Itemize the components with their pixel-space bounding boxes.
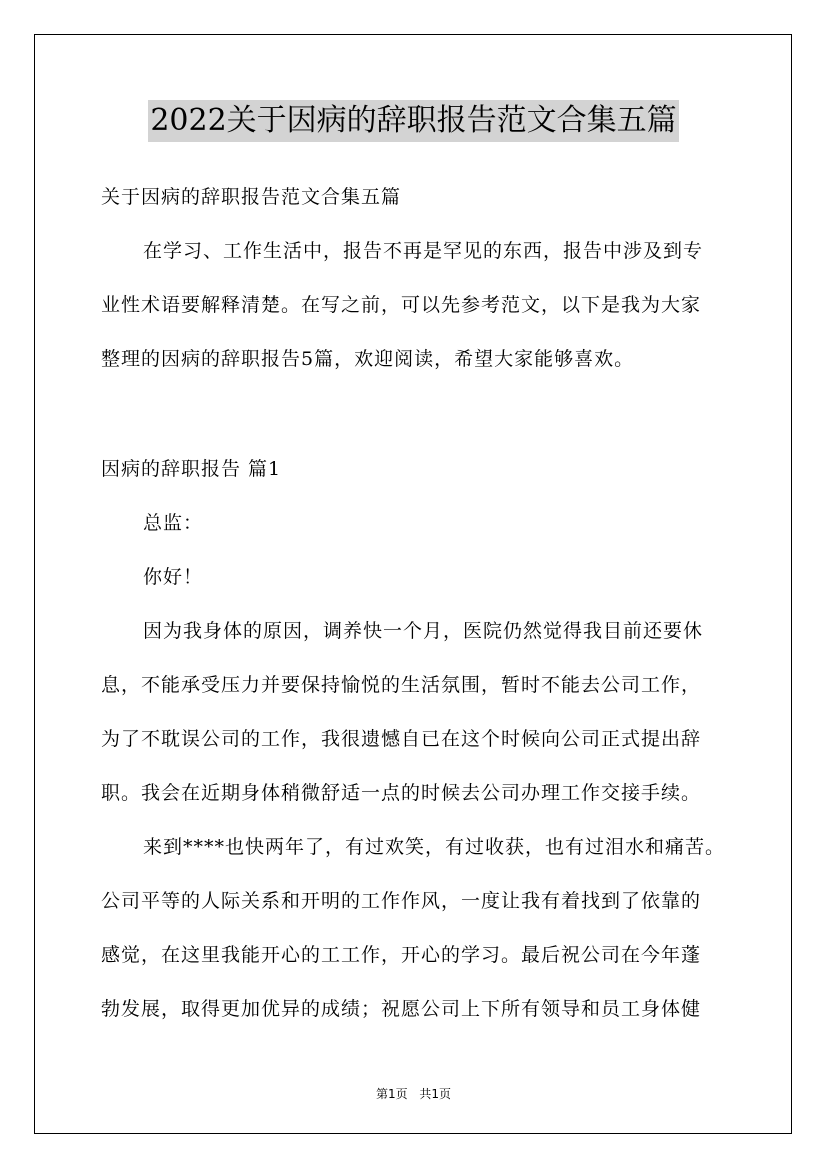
- title-container: [0, 100, 827, 142]
- body-line: 感觉，在这里我能开心的工工作，开心的学习。最后祝公司在今年蓬: [101, 944, 702, 966]
- page-number: 第1页: [375, 1087, 408, 1101]
- intro-line: 在学习、工作生活中，报告不再是罕见的东西，报告中涉及到专: [143, 240, 704, 262]
- page-total: 共1页: [419, 1087, 452, 1101]
- document-subtitle: 关于因病的辞职报告范文合集五篇: [101, 186, 402, 208]
- salutation: 总监：: [143, 512, 204, 534]
- section-heading: 因病的辞职报告 篇1: [101, 458, 282, 480]
- body-line: 因为我身体的原因，调养快一个月，医院仍然觉得我目前还要休: [143, 620, 704, 642]
- body-line: 息，不能承受压力并要保持愉悦的生活氛围，暂时不能去公司工作，: [101, 674, 702, 696]
- body-line: 勃发展，取得更加优异的成绩；祝愿公司上下所有领导和员工身体健: [101, 998, 702, 1020]
- document-title: 2022关于因病的辞职报告范文合集五篇: [148, 100, 678, 142]
- body-line: 公司平等的人际关系和开明的工作作风，一度让我有着找到了依靠的: [101, 890, 702, 912]
- intro-line: 业性术语要解释清楚。在写之前，可以先参考范文，以下是我为大家: [101, 294, 702, 316]
- page-footer: [0, 1085, 827, 1102]
- body-line: 为了不耽误公司的工作，我很遗憾自已在这个时候向公司正式提出辞: [101, 728, 702, 750]
- body-line: 来到****也快两年了，有过欢笑，有过收获，也有过泪水和痛苦。: [143, 836, 726, 858]
- body-line: 职。我会在近期身体稍微舒适一点的时候去公司办理工作交接手续。: [101, 782, 702, 804]
- greeting: 你好！: [143, 566, 204, 588]
- intro-line: 整理的因病的辞职报告5篇，欢迎阅读，希望大家能够喜欢。: [101, 348, 635, 370]
